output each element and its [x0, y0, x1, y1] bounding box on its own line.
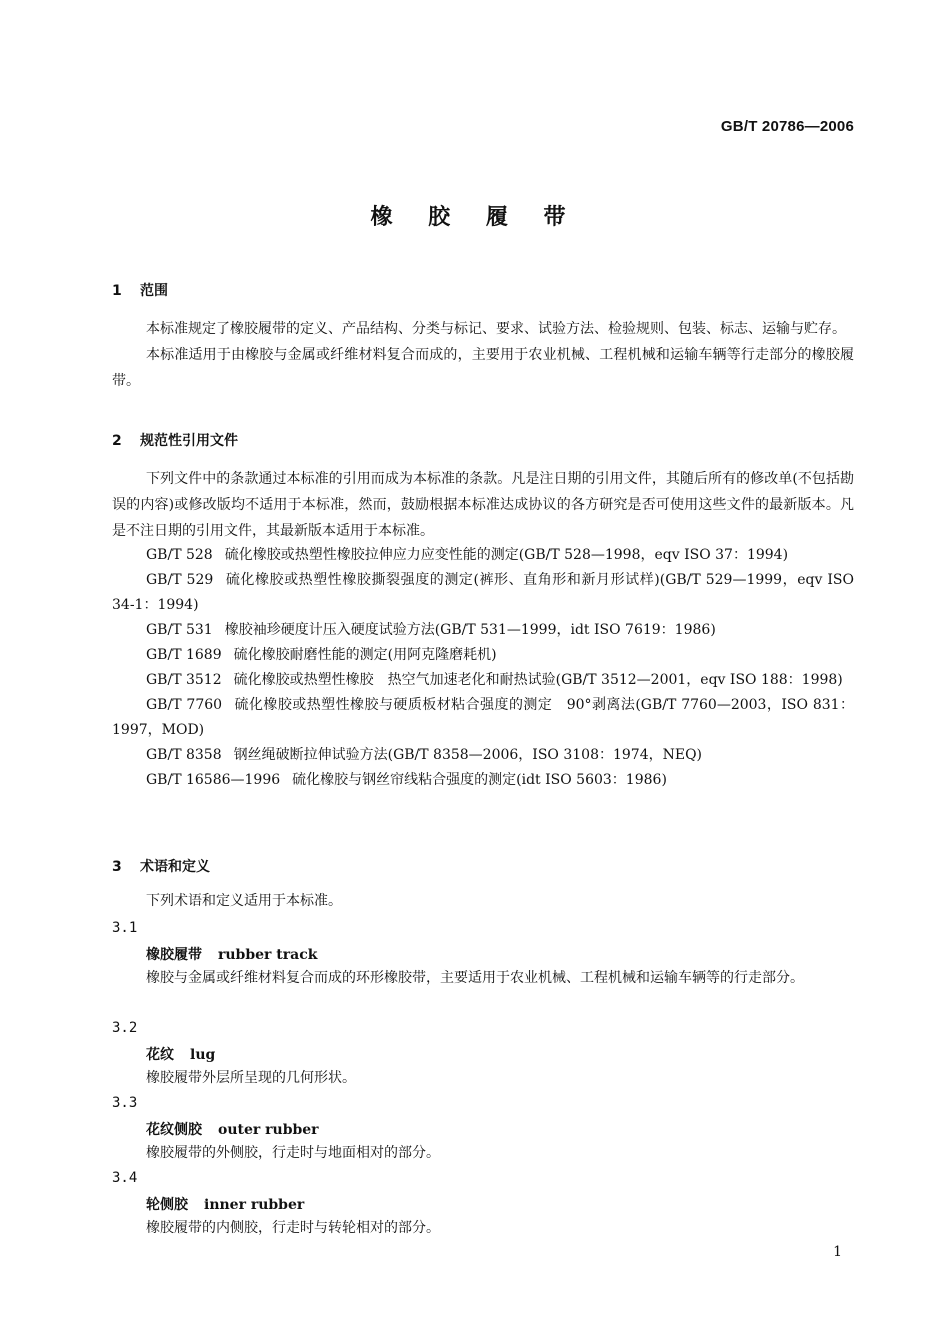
- definition-text: 橡胶履带外层所呈现的几何形状。: [146, 1070, 356, 1086]
- section-1-heading: [112, 280, 168, 300]
- reference-code: GB/T 529: [146, 572, 214, 588]
- reference-title: 硫化橡胶或热塑性橡胶与硬质板材粘合强度的测定 90°剥离法(GB/T 7760—2003，ISO 831：1997，MOD): [112, 697, 855, 738]
- reference-item: [112, 543, 854, 568]
- term-heading: [146, 1119, 319, 1139]
- section-2-intro: [112, 466, 854, 544]
- clause-number: 3.3: [112, 1095, 138, 1111]
- definition-text: 橡胶与金属或纤维材料复合而成的环形橡胶带，主要适用于农业机械、工程机械和运输车辆等的行走部分。: [146, 970, 804, 986]
- clause-number: 3.1: [112, 920, 138, 936]
- definition-text: 橡胶履带的内侧胶，行走时与转轮相对的部分。: [146, 1220, 440, 1236]
- term-english: lug: [190, 1047, 216, 1063]
- reference-title: 硫化橡胶或热塑性橡胶 热空气加速老化和耐热试验(GB/T 3512—2001，eqv ISO 188：1998): [233, 672, 843, 688]
- term-english: outer rubber: [218, 1122, 319, 1138]
- document-title: 橡 胶 履 带: [370, 205, 580, 230]
- paragraph: 本标准适用于由橡胶与金属或纤维材料复合而成的，主要用于农业机械、工程机械和运输车辆等行走部分的橡胶履带。: [112, 347, 854, 389]
- reference-item: [112, 643, 854, 668]
- reference-code: GB/T 8358: [146, 747, 222, 763]
- reference-item: [112, 768, 854, 793]
- section-number: 3: [112, 859, 122, 875]
- term-definition: [112, 1215, 854, 1241]
- document-code: GB/T 20786—2006: [720, 118, 854, 135]
- reference-code: GB/T 16586—1996: [146, 772, 281, 788]
- reference-item: [112, 668, 854, 693]
- section-1-body: [112, 316, 854, 394]
- reference-item: [112, 693, 854, 743]
- term-definition: [112, 1065, 854, 1091]
- page-number: 1: [833, 1244, 842, 1260]
- section-3-heading: [112, 856, 210, 876]
- term-heading: [146, 1044, 215, 1064]
- section-number: 2: [112, 433, 122, 449]
- paragraph: 下列文件中的条款通过本标准的引用而成为本标准的条款。凡是注日期的引用文件，其随后所有的修改单(不包括勘误的内容)或修改版均不适用于本标准，然而，鼓励根据本标准达成协议的各方研究是否可使用这些文件的最新版本。凡是不注日期的引用文件，其最新版本适用于本标准。: [112, 471, 854, 539]
- reference-title: 硫化橡胶或热塑性橡胶撕裂强度的测定(裤形、直角形和新月形试样)(GB/T 529—1999，eqv ISO 34-1：1994): [112, 572, 854, 613]
- section-number: 1: [112, 283, 122, 299]
- term-definition: [112, 1140, 854, 1166]
- reference-title: 硫化橡胶或热塑性橡胶拉伸应力应变性能的测定(GB/T 528—1998，eqv ISO 37：1994): [224, 547, 789, 563]
- section-3-intro: [112, 888, 854, 914]
- reference-code: GB/T 528: [146, 547, 213, 563]
- section-title: 范围: [140, 283, 168, 299]
- term-chinese: 橡胶履带: [146, 947, 202, 963]
- reference-item: [112, 743, 854, 768]
- term-chinese: 花纹侧胶: [146, 1122, 202, 1138]
- reference-code: GB/T 531: [146, 622, 213, 638]
- clause-number: 3.2: [112, 1020, 138, 1036]
- reference-item: [112, 618, 854, 643]
- term-chinese: 花纹: [146, 1047, 174, 1063]
- term-chinese: 轮侧胶: [146, 1197, 188, 1213]
- section-title: 规范性引用文件: [140, 433, 238, 449]
- reference-code: GB/T 1689: [146, 647, 222, 663]
- reference-title: 橡胶袖珍硬度计压入硬度试验方法(GB/T 531—1999，idt ISO 7619：1986): [224, 622, 716, 638]
- normative-reference-list: [112, 543, 854, 793]
- reference-title: 硫化橡胶与钢丝帘线粘合强度的测定(idt ISO 5603：1986): [292, 772, 667, 788]
- term-heading: [146, 944, 317, 964]
- clause-number: 3.4: [112, 1170, 138, 1186]
- paragraph: 下列术语和定义适用于本标准。: [146, 893, 342, 909]
- paragraph: 本标准规定了橡胶履带的定义、产品结构、分类与标记、要求、试验方法、检验规则、包装、标志、运输与贮存。: [146, 321, 846, 337]
- section-2-heading: [112, 430, 238, 450]
- reference-title: 硫化橡胶耐磨性能的测定(用阿克隆磨耗机): [233, 647, 497, 663]
- reference-code: GB/T 3512: [146, 672, 222, 688]
- definition-text: 橡胶履带的外侧胶，行走时与地面相对的部分。: [146, 1145, 440, 1161]
- term-english: rubber track: [218, 947, 318, 963]
- reference-code: GB/T 7760: [146, 697, 223, 713]
- term-english: inner rubber: [204, 1197, 305, 1213]
- reference-item: [112, 568, 854, 618]
- reference-title: 钢丝绳破断拉伸试验方法(GB/T 8358—2006，ISO 3108：1974，NEQ): [233, 747, 703, 763]
- section-title: 术语和定义: [140, 859, 210, 875]
- term-heading: [146, 1194, 304, 1214]
- term-definition: [112, 965, 854, 991]
